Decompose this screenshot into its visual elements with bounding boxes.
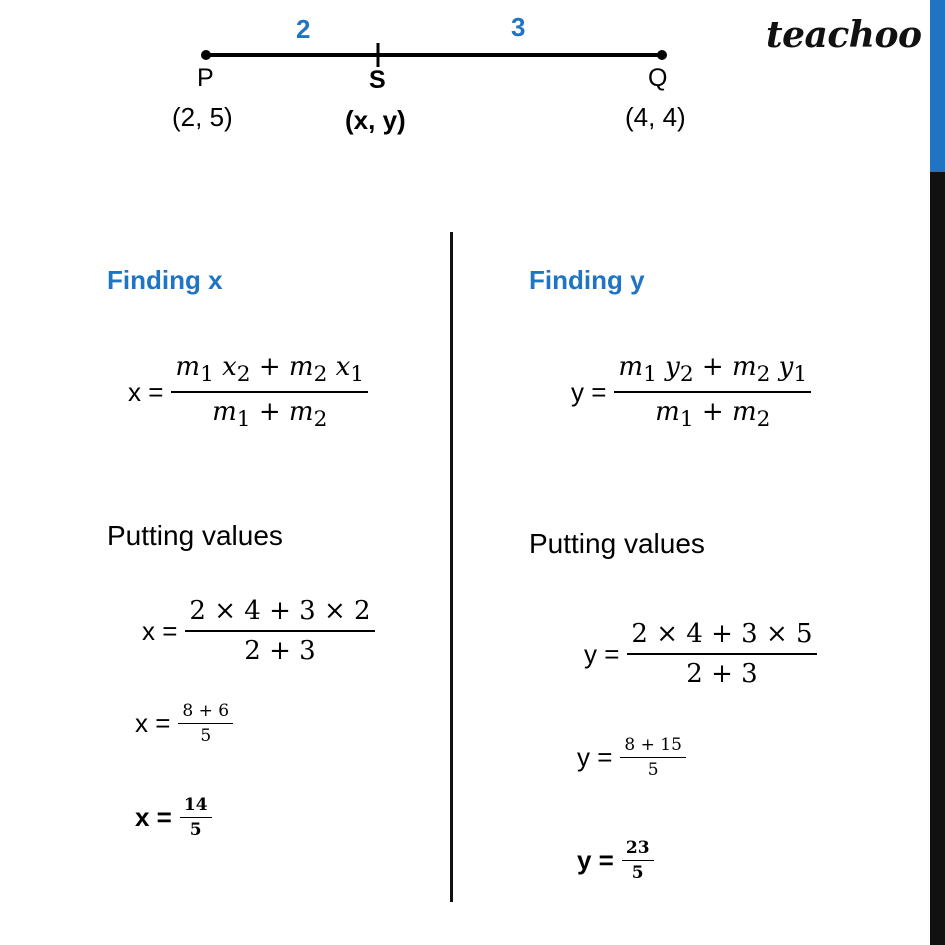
y-result: y = $\frac{23}{5}$ bbox=[577, 838, 654, 883]
y-result-numerator: 23 bbox=[622, 838, 654, 861]
x-step-2: x = $\frac{8 + 6}{5}$ bbox=[135, 701, 233, 746]
y-step-2-denominator: 5 bbox=[647, 760, 659, 780]
point-p-coord: (2, 5) bbox=[172, 102, 233, 132]
point-q-label: Q bbox=[648, 64, 668, 92]
y-result-denominator: 5 bbox=[631, 863, 644, 883]
y-step-1-denominator: 2 + 3 bbox=[686, 659, 758, 689]
x-result-denominator: 5 bbox=[189, 820, 202, 840]
y-step-2: y = $\frac{8 + 15}{5}$ bbox=[577, 735, 686, 780]
x-step-1-numerator: 2 × 4 + 3 × 2 bbox=[185, 596, 374, 632]
teachoo-logo: teachoo bbox=[766, 14, 922, 56]
formula-y-numerator: $m_1$ $y_2 + m_2$ $y_1$ bbox=[614, 352, 811, 393]
section-formula-x bbox=[128, 352, 368, 432]
finding-x-heading: Finding x bbox=[107, 265, 223, 295]
formula-x-denominator: $m_1 + m_2$ bbox=[212, 397, 328, 433]
x-step-2-denominator: 5 bbox=[200, 726, 212, 746]
y-step-1: y = $\frac{2 \times 4 + 3 \times 5}{2 + 3}$ bbox=[584, 619, 817, 689]
x-step-1: x = $\frac{2 \times 4 + 3 \times 2}{2 + 3}$ bbox=[142, 596, 375, 666]
line-segment-diagram bbox=[0, 0, 945, 180]
x-result: x = $\frac{14}{5}$ bbox=[135, 795, 212, 840]
ratio-right-label: 3 bbox=[511, 12, 526, 42]
point-s-coord: (x, y) bbox=[345, 105, 406, 135]
y-step-2-numerator: 8 + 15 bbox=[620, 735, 686, 758]
formula-y-denominator: $m_1 + m_2$ bbox=[655, 397, 771, 433]
x-step-1-denominator: 2 + 3 bbox=[244, 636, 316, 666]
formula-y-lhs: y = bbox=[571, 376, 607, 407]
point-q-coord: (4, 4) bbox=[625, 102, 686, 132]
putting-values-y: Putting values bbox=[529, 528, 705, 559]
point-q-dot bbox=[657, 50, 667, 60]
x-result-numerator: 14 bbox=[180, 795, 212, 818]
ratio-left-label: 2 bbox=[296, 14, 311, 44]
point-p-label: P bbox=[197, 64, 214, 92]
y-step-1-numerator: 2 × 4 + 3 × 5 bbox=[627, 619, 816, 655]
finding-y-heading: Finding y bbox=[529, 265, 645, 295]
formula-x-fraction bbox=[171, 352, 368, 432]
x-step-2-numerator: 8 + 6 bbox=[178, 701, 233, 724]
scrollbar-thumb[interactable] bbox=[930, 0, 945, 172]
point-p-dot bbox=[201, 50, 211, 60]
section-formula-y bbox=[571, 352, 811, 432]
formula-x-lhs: x = bbox=[128, 376, 164, 407]
formula-y-fraction bbox=[614, 352, 811, 432]
putting-values-x: Putting values bbox=[107, 520, 283, 551]
formula-x-numerator: $m_1$ $x_2 + m_2$ $x_1$ bbox=[171, 352, 368, 393]
point-s-label: S bbox=[369, 66, 386, 94]
column-divider bbox=[450, 232, 453, 902]
